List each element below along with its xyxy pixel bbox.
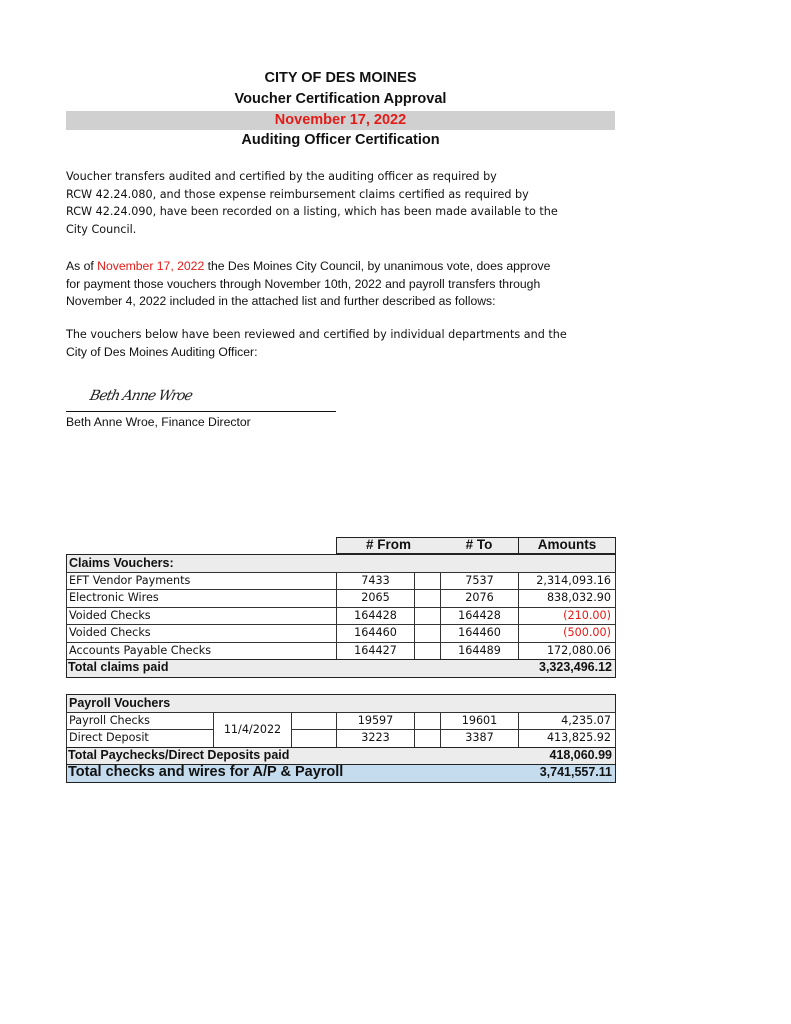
line-text: the Des Moines City Council, by unanimous vote, does approve — [204, 259, 551, 273]
payroll-row-amount: 413,825.92 — [518, 729, 616, 748]
payroll-row-to: 3387 — [440, 729, 519, 748]
paragraph-line: The vouchers below have been reviewed and certified by individual departments and the — [66, 328, 567, 341]
claims-row-blank — [414, 607, 441, 626]
claims-row-label: Electronic Wires — [66, 589, 337, 608]
paragraph-line: City Council. — [66, 222, 137, 236]
claims-row-from: 164427 — [336, 642, 415, 661]
paragraph-line: for payment those vouchers through November 10th, 2022 and payroll transfers through — [66, 276, 541, 291]
claims-row-blank — [414, 624, 441, 643]
claims-row-blank — [414, 642, 441, 661]
approval-paragraph — [66, 258, 606, 311]
document-title: Voucher Certification Approval — [234, 91, 447, 107]
claims-row-amount: 838,032.90 — [518, 589, 616, 608]
claims-row-to: 164460 — [440, 624, 519, 643]
payroll-row-from: 19597 — [336, 712, 415, 731]
claims-row-amount: 2,314,093.16 — [518, 572, 616, 591]
column-header-amounts: Amounts — [518, 537, 616, 554]
claims-row-label: Accounts Payable Checks — [66, 642, 337, 661]
payroll-row-blank — [291, 712, 337, 731]
payroll-total-amount: 418,060.99 — [549, 747, 612, 762]
claims-row-amount: (500.00) — [518, 624, 616, 643]
claims-section-heading: Claims Vouchers: — [66, 554, 616, 573]
org-name: CITY OF DES MOINES — [264, 70, 417, 86]
payroll-total-label: Total Paychecks/Direct Deposits paid — [68, 747, 290, 762]
claims-total-label: Total claims paid — [68, 660, 169, 674]
signatory-name: Beth Anne Wroe, Finance Director — [66, 415, 251, 429]
payroll-row-from: 3223 — [336, 729, 415, 748]
certification-paragraph — [66, 168, 606, 238]
claims-row-amount: (210.00) — [518, 607, 616, 626]
approval-date: November 17, 2022 — [97, 259, 205, 273]
payroll-row-to: 19601 — [440, 712, 519, 731]
signature: Beth Anne Wroe — [88, 388, 194, 404]
document-subtitle: Auditing Officer Certification — [241, 132, 440, 148]
paragraph-line: November 4, 2022 included in the attached list and further described as follows: — [66, 294, 496, 309]
review-paragraph — [66, 326, 606, 361]
payroll-row-label: Payroll Checks — [66, 712, 214, 731]
column-header-to: # To — [440, 537, 519, 554]
claims-row-blank — [414, 572, 441, 591]
claims-row-to: 7537 — [440, 572, 519, 591]
payroll-row-label: Direct Deposit — [66, 729, 214, 748]
paragraph-line: RCW 42.24.080, and those expense reimbursement claims certified as required by — [66, 187, 529, 201]
paragraph-line — [66, 258, 606, 276]
claims-row-from: 2065 — [336, 589, 415, 608]
claims-row-from: 7433 — [336, 572, 415, 591]
claims-row-to: 164428 — [440, 607, 519, 626]
payroll-section-heading: Payroll Vouchers — [66, 694, 616, 713]
prefix-text: As of — [66, 259, 98, 273]
claims-row-label: EFT Vendor Payments — [66, 572, 337, 591]
column-header-from: # From — [336, 537, 441, 554]
payroll-row-blank — [291, 729, 337, 748]
claims-row-from: 164460 — [336, 624, 415, 643]
payroll-row-amount: 4,235.07 — [518, 712, 616, 731]
claims-row-from: 164428 — [336, 607, 415, 626]
paragraph-line: City of Des Moines Auditing Officer: — [66, 344, 258, 359]
payroll-date: 11/4/2022 — [213, 712, 292, 748]
claims-row-to: 164489 — [440, 642, 519, 661]
certification-date: November 17, 2022 — [66, 111, 615, 130]
paragraph-line: RCW 42.24.090, have been recorded on a listing, which has been made available to the — [66, 205, 558, 219]
claims-row-label: Voided Checks — [66, 607, 337, 626]
claims-row-to: 2076 — [440, 589, 519, 608]
claims-total-amount: 3,323,496.12 — [539, 660, 612, 674]
payroll-row-blank — [414, 729, 441, 748]
paragraph-line: Voucher transfers audited and certified by the auditing officer as required by — [66, 170, 497, 183]
grand-total-amount: 3,741,557.11 — [539, 765, 612, 779]
signature-line — [66, 411, 336, 412]
payroll-row-blank — [414, 712, 441, 731]
claims-row-amount: 172,080.06 — [518, 642, 616, 661]
grand-total-label: Total checks and wires for A/P & Payroll — [68, 764, 344, 780]
claims-row-label: Voided Checks — [66, 624, 337, 643]
claims-row-blank — [414, 589, 441, 608]
